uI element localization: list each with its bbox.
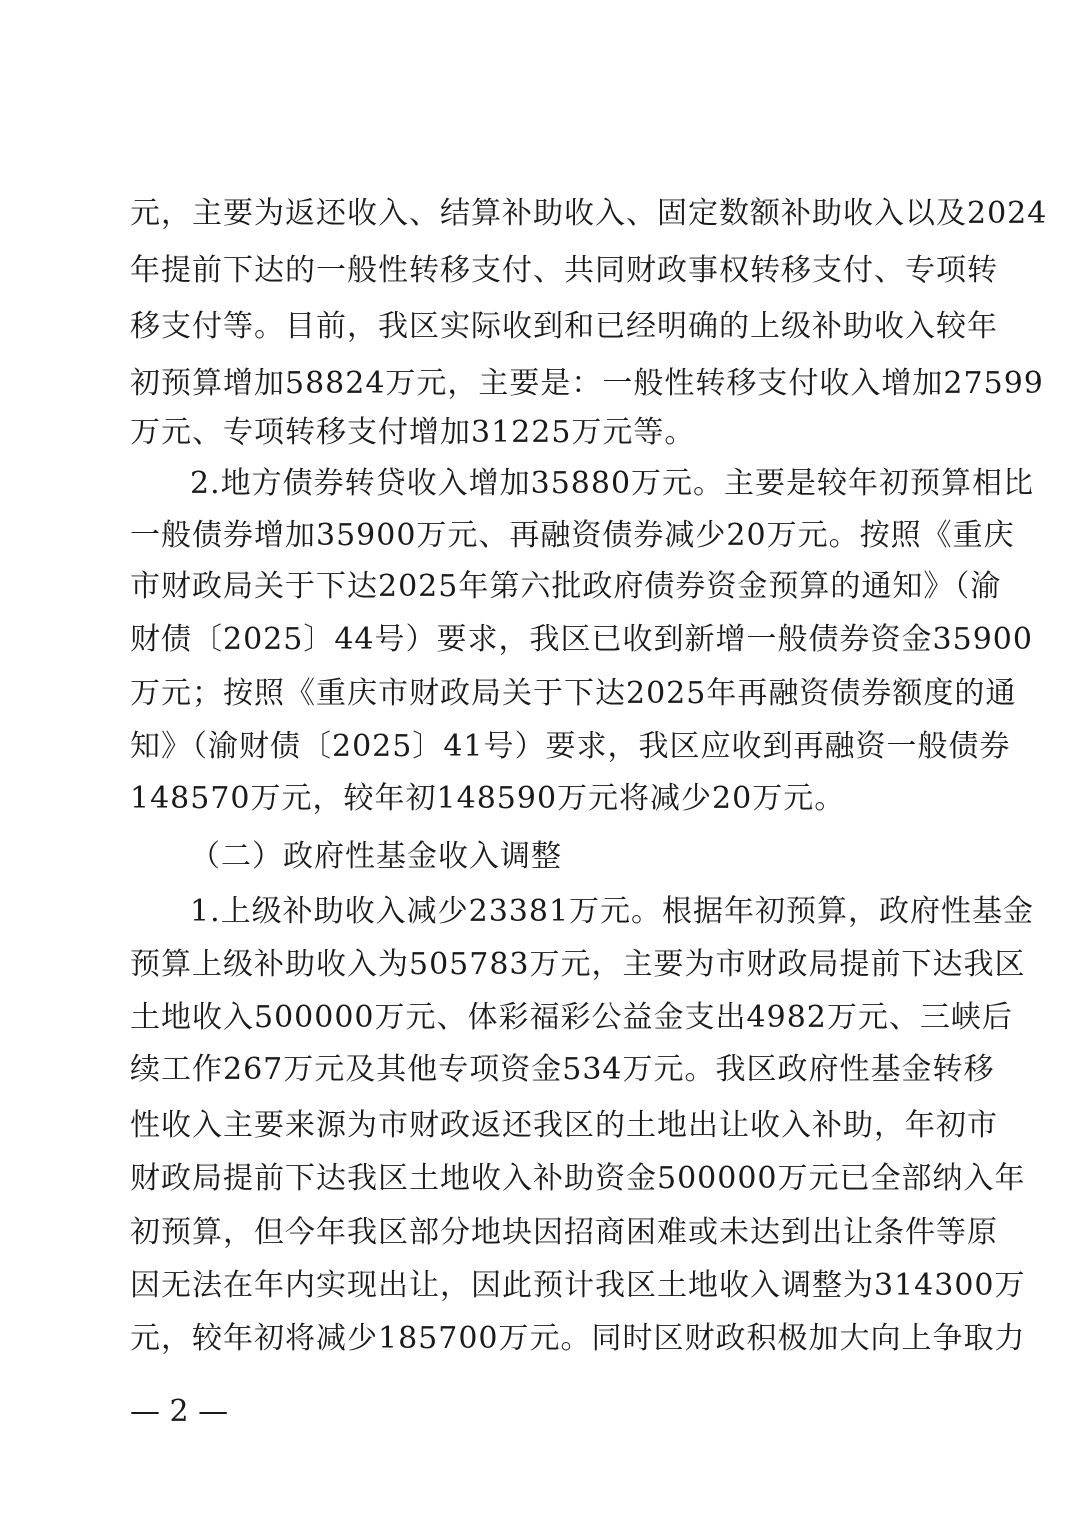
paragraph-line: 性收入主要来源为市财政返还我区的土地出让收入补助，年初市: [130, 1108, 998, 1143]
paragraph-line: 148570万元，较年初148590万元将减少20万元。: [130, 781, 846, 816]
paragraph-line: 2.地方债券转贷收入增加35880万元。主要是较年初预算相比: [190, 466, 1035, 501]
paragraph-line: 财政局提前下达我区土地收入补助资金500000万元已全部纳入年: [130, 1161, 1026, 1196]
paragraph-line: 因无法在年内实现出让，因此预计我区土地收入调整为314300万: [130, 1268, 1026, 1303]
paragraph-line: 续工作267万元及其他专项资金534万元。我区政府性基金转移: [130, 1052, 995, 1087]
paragraph-line: 初预算增加58824万元，主要是：一般性转移支付收入增加27599: [130, 366, 1044, 401]
paragraph-line: 年提前下达的一般性转移支付、共同财政事权转移支付、专项转: [130, 253, 998, 288]
paragraph-line: 一般债券增加35900万元、再融资债券减少20万元。按照《重庆: [130, 518, 1015, 553]
paragraph-line: 预算上级补助收入为505783万元，主要为市财政局提前下达我区: [130, 947, 1026, 982]
paragraph-line: 元，较年初将减少185700万元。同时区财政积极加大向上争取力: [130, 1321, 1026, 1356]
paragraph-line: 市财政局关于下达2025年第六批政府债券资金预算的通知》（渝: [130, 569, 1002, 604]
paragraph-line: 初预算，但今年我区部分地块因招商困难或未达到出让条件等原: [130, 1215, 998, 1250]
paragraph-line: 移支付等。目前，我区实际收到和已经明确的上级补助收入较年: [130, 309, 998, 344]
paragraph-line: 万元；按照《重庆市财政局关于下达2025年再融资债券额度的通: [130, 676, 1017, 711]
section-heading: （二）政府性基金收入调整: [190, 839, 562, 874]
paragraph-line: 万元、专项转移支付增加31225万元等。: [130, 415, 696, 450]
paragraph-line: 元，主要为返还收入、结算补助收入、固定数额补助收入以及2024: [130, 196, 1048, 231]
paragraph-line: 1.上级补助收入减少23381万元。根据年初预算，政府性基金: [190, 894, 1035, 929]
paragraph-line: 财债〔2025〕44号）要求，我区已收到新增一般债券资金35900: [130, 622, 1033, 657]
paragraph-line: 土地收入500000万元、体彩福彩公益金支出4982万元、三峡后: [130, 1000, 1013, 1035]
paragraph-line: 知》（渝财债〔2025〕41号）要求，我区应收到再融资一般债券: [130, 729, 1011, 764]
page-number: — 2 —: [130, 1394, 229, 1429]
